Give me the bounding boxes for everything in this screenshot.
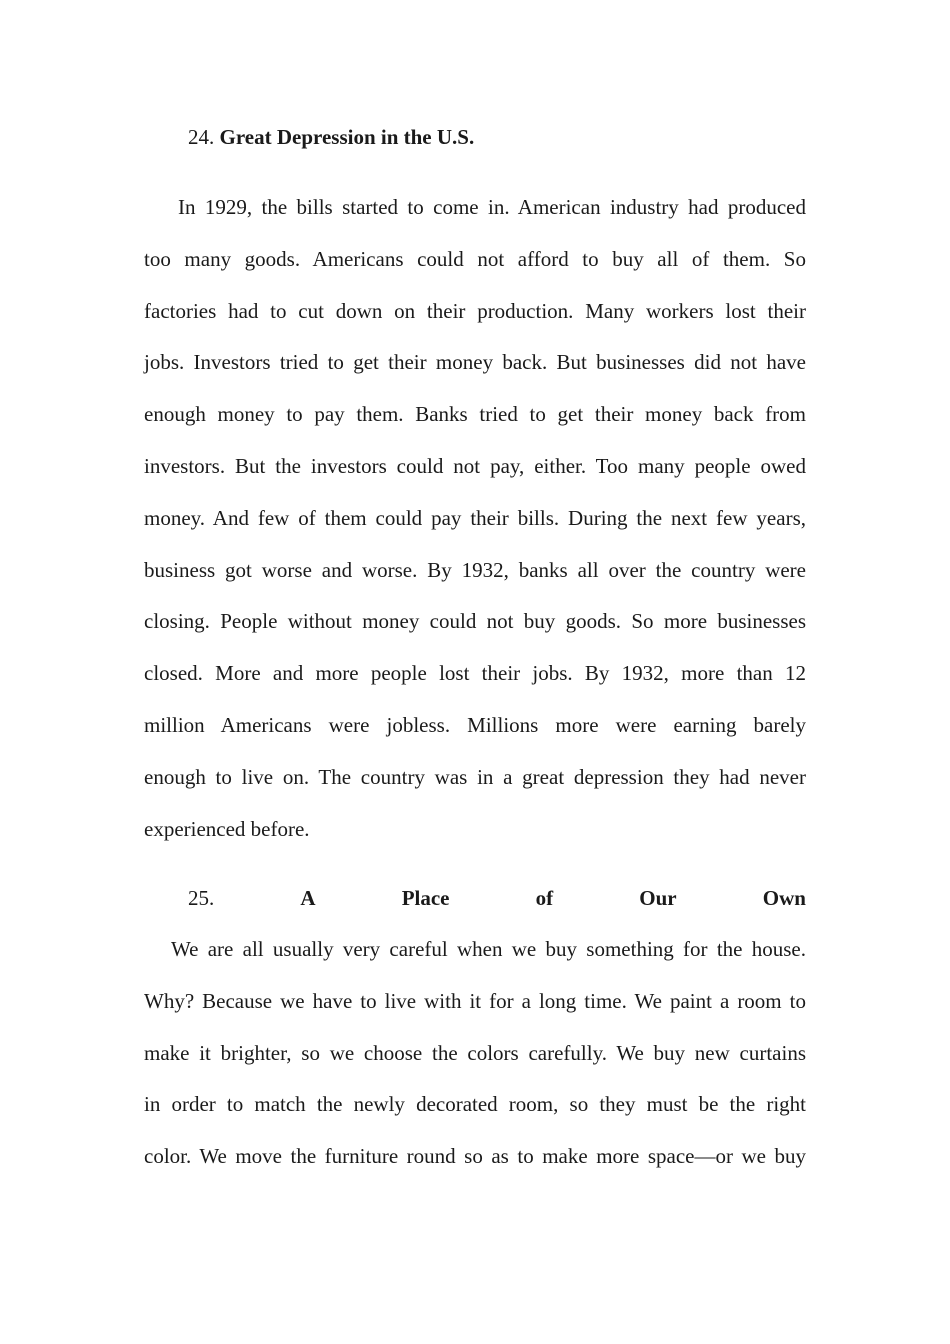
paragraph-line: enough to live on. The country was in a great depression they had never — [144, 764, 806, 789]
paragraph-line: business got worse and worse. By 1932, banks all over the country were — [144, 557, 806, 582]
paragraph-line: Why? Because we have to live with it for a long time. We paint a room to — [144, 988, 806, 1013]
paragraph-line: million Americans were jobless. Millions more were earning barely — [144, 712, 806, 737]
paragraph-line: In 1929, the bills started to come in. American industry had produced — [178, 195, 806, 219]
paragraph-line: enough money to pay them. Banks tried to get their money back from — [144, 402, 806, 427]
paragraph-line: closed. More and more people lost their jobs. By 1932, more than 12 — [144, 661, 806, 686]
paragraph-line: color. We move the furniture round so as to make more space—or we buy — [144, 1144, 806, 1169]
paragraph-line: make it brighter, so we choose the colors carefully. We buy new curtains — [144, 1040, 806, 1065]
paragraph-line: investors. But the investors could not pay, either. Too many people owed — [144, 453, 806, 478]
section-25-paragraph — [144, 924, 806, 1183]
section-25-title-word: Place — [401, 886, 450, 910]
paragraph-line: money. And few of them could pay their bills. During the next few years, — [144, 505, 806, 530]
paragraph-line: jobs. Investors tried to get their money back. But businesses did not have — [144, 350, 806, 375]
section-25-title-word: Our — [639, 886, 677, 910]
section-24-title: Great Depression in the U.S. — [219, 125, 475, 149]
paragraph-line: experienced before. — [144, 816, 310, 841]
section-25-heading — [188, 884, 806, 912]
paragraph-line: factories had to cut down on their production. Many workers lost their — [144, 298, 806, 323]
section-25-number: 25. — [188, 886, 215, 910]
section-25-title-word: of — [535, 886, 554, 910]
section-24-paragraph — [144, 182, 806, 855]
section-25-title-word: Own — [762, 886, 806, 910]
paragraph-line: closing. People without money could not buy goods. So more businesses — [144, 609, 806, 634]
section-24-heading — [188, 123, 474, 151]
paragraph-line: We are all usually very careful when we buy something for the house. — [171, 937, 806, 961]
paragraph-line: in order to match the newly decorated room, so they must be the right — [144, 1092, 806, 1117]
section-25-title-word: A — [300, 886, 316, 910]
section-24-number: 24. — [188, 125, 215, 149]
paragraph-line: too many goods. Americans could not afford to buy all of them. So — [144, 246, 806, 271]
